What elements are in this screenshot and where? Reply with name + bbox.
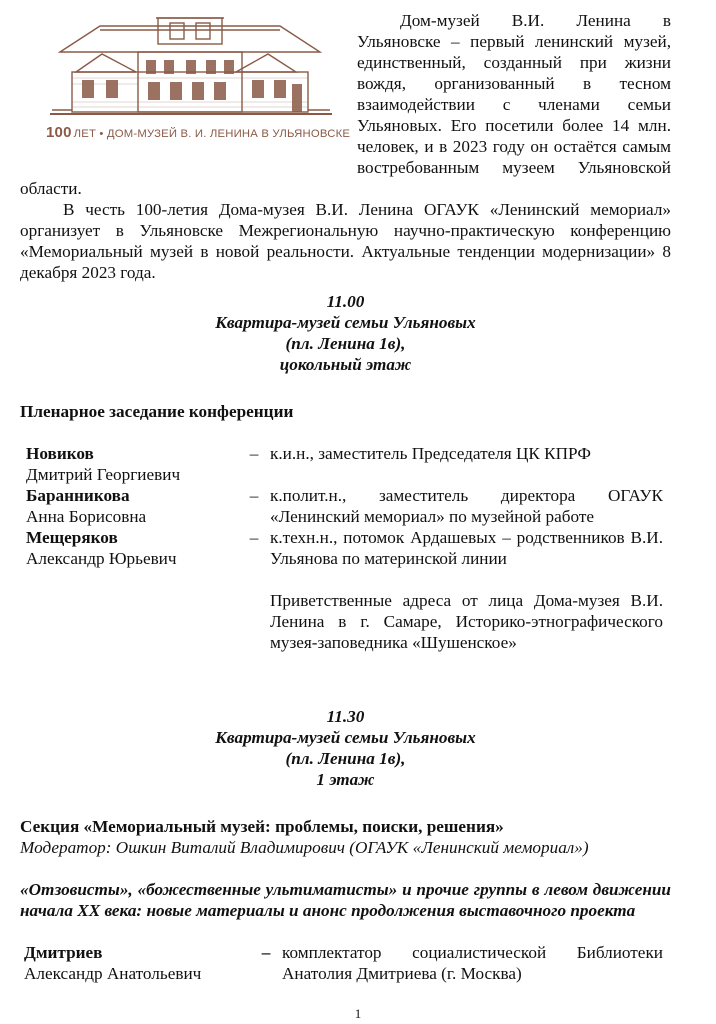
session2-place: Квартира-музей семьи Ульяновых xyxy=(215,728,476,747)
speaker-surname: Мещеряков xyxy=(26,528,118,547)
logo-caption: 100 ЛЕТ • ДОМ-МУЗЕЙ В. И. ЛЕНИНА В УЛЬЯНОВСКЕ xyxy=(46,124,351,141)
speaker-given-name: Александр Юрьевич xyxy=(26,549,177,568)
speaker-given-name: Дмитрий Георгиевич xyxy=(26,465,181,484)
speaker-given-name: Анна Борисовна xyxy=(26,507,147,526)
section-heading: Секция «Мемориальный музей: проблемы, поиски, решения» xyxy=(20,817,504,836)
speaker-role: к.и.н., заместитель Председателя ЦК КПРФ xyxy=(270,444,591,463)
moderator-line: Модератор: Ошкин Виталий Владимирович (ОГАУК «Ленинский мемориал») xyxy=(20,838,589,857)
intro-paragraph-2: В честь 100-летия Дома-музея В.И. Ленина ОГАУК «Ленинский мемориал» организует в Ульяновске Межрегиональную научно-практическую конференцию «Мемориальный музей в новой реальности. Актуальные тенденции модернизации» 8 декабря 2023 года. xyxy=(20,200,671,282)
speaker-row xyxy=(20,527,671,569)
speaker-role: к.полит.н., заместитель директора ОГАУК «Ленинский мемориал» по музейной работе xyxy=(270,486,663,526)
speaker-dash: – xyxy=(249,444,259,463)
intro-section xyxy=(20,10,671,283)
page-number: 1 xyxy=(354,1006,362,1021)
session2-speakers xyxy=(20,942,671,984)
speaker-row xyxy=(20,485,671,527)
speaker-dash: – xyxy=(249,528,259,547)
speaker-row xyxy=(20,942,671,984)
speaker-row xyxy=(20,443,671,485)
speaker-surname: Новиков xyxy=(26,444,94,463)
session1-header xyxy=(20,291,671,375)
plenary-heading: Пленарное заседание конференции xyxy=(20,402,294,421)
talk-title: «Отзовисты», «божественные ультиматисты» и прочие группы в левом движении начала XX века: новые материалы и анонс продолжения выставочного проекта xyxy=(20,880,671,920)
intro-paragraph-1: Дом-музей В.И. Ленина в Ульяновске – первый ленинский музей, единственный, созданный при жизни вождя, организованный в тесном взаимодействии с членами семьи Ульяновых. Его посетили более 14 млн. человек, и в 2023 году он остаётся самым востребованным музеем Ульяновской области. xyxy=(20,11,671,198)
speaker-surname: Дмитриев xyxy=(24,943,103,962)
speaker-surname: Баранникова xyxy=(26,486,130,505)
session2-header xyxy=(20,706,671,790)
session1-speakers xyxy=(20,443,671,653)
session2-floor: 1 этаж xyxy=(316,770,375,789)
session2-time: 11.30 xyxy=(326,707,365,726)
speaker-given-name: Александр Анатольевич xyxy=(24,964,202,983)
session1-floor: цокольный этаж xyxy=(279,355,412,374)
speaker-dash: – xyxy=(261,943,271,962)
speaker-role: комплектатор социалистической Библиотеки Анатолия Дмитриева (г. Москва) xyxy=(282,943,663,983)
greetings-text: Приветственные адреса от лица Дома-музея В.И. Ленина в г. Самаре, Историко-этнографического музея-заповедника «Шушенское» xyxy=(270,591,663,652)
session1-place: Квартира-музей семьи Ульяновых xyxy=(215,313,476,332)
session2-address: (пл. Ленина 1в), xyxy=(285,749,406,768)
speaker-role: к.техн.н., потомок Ардашевых – родственников В.И. Ульянова по материнской линии xyxy=(270,528,663,568)
speaker-dash: – xyxy=(249,486,259,505)
session1-time: 11.00 xyxy=(326,292,365,311)
session1-address: (пл. Ленина 1в), xyxy=(285,334,406,353)
